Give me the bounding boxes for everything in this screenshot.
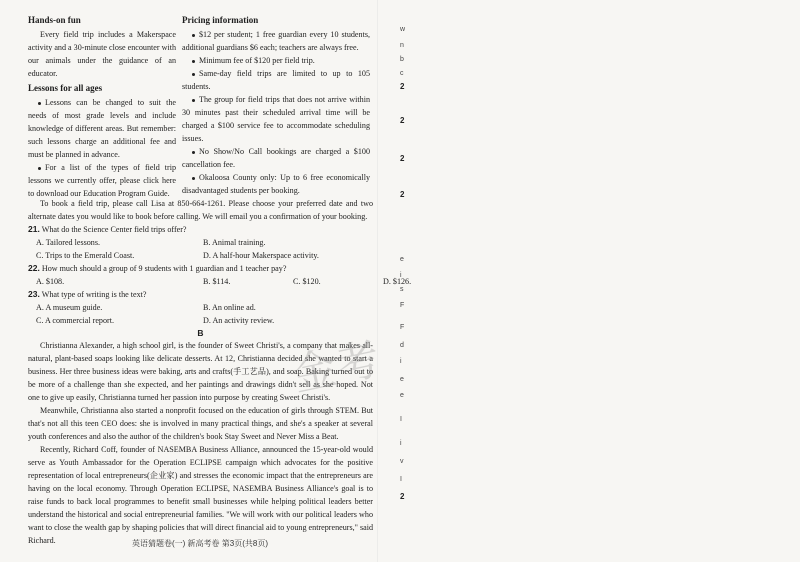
bullet-icon — [192, 151, 195, 154]
option: C. Trips to the Emerald Coast. — [36, 251, 135, 260]
pricing-heading: Pricing information — [182, 15, 259, 25]
option: D. A half-hour Makerspace activity. — [203, 251, 319, 260]
pricing-item-4: The group for field trips that does not arrive within 30 minutes past their scheduled arrival time will be charged a $100 service fee to accommodate scheduling issues. — [182, 95, 370, 143]
option: B. Animal training. — [203, 238, 266, 247]
hands-on-text: Every field trip includes a Makerspace activity and a 30-minute close encounter with our animals under the guidance of an educator. — [28, 30, 176, 78]
lessons-bullet-1: Lessons can be changed to suit the needs of most grade levels and include knowledge of different areas. But remember: such lessons charge an additional fee and must be planned in advance. — [28, 98, 176, 159]
booking-text: To book a field trip, please call Lisa at 850-664-1261. Please choose your preferred date and two alternate dates you would like to book before calling. We will email you a confirmation of your booking. — [28, 199, 373, 221]
option: D. $126. — [383, 277, 412, 286]
pricing-item-6: Okaloosa County only: Up to 6 free economically disadvantaged students per booking. — [182, 173, 370, 195]
bullet-icon — [38, 102, 41, 105]
question-23: 23. What type of writing is the text? — [28, 289, 147, 299]
option: A. Tailored lessons. — [36, 238, 101, 247]
section-b-heading: B — [197, 328, 204, 338]
option: B. An online ad. — [203, 303, 256, 312]
option: A. A museum guide. — [36, 303, 103, 312]
pricing-item-3: Same-day field trips are limited to up to 105 students. — [182, 69, 370, 91]
bullet-icon — [192, 177, 195, 180]
watermark-logo: 金考 — [287, 333, 385, 402]
question-22: 22. How much should a group of 9 students with 1 guardian and 1 teacher pay? — [28, 263, 287, 273]
passage-paragraph-2: Meanwhile, Christianna also started a nonprofit focused on the education of girls through STEM. But that's not all this teen CEO does: she is involved in many practical things, and she's a speaker at several youth conferences and also the author of the children's book Stay Sweet and Never Miss a Beat. — [28, 406, 373, 441]
passage-paragraph-1: Christianna Alexander, a high school girl, is the founder of Sweet Christi's, a company that makes all-natural, plant-based soaps looking like delicate desserts. At 12, Christianna decided she wanted to start a business. Her three business ideas were baking, arts and crafts(手工艺品), and soap. Baking turned out to be more of a challenge than she expected, and her paintings and drawings didn't sell as she hoped. Not one to give up easily, Christianna turned her passion into purpose by creating Sweet Christi's. — [28, 341, 373, 402]
option: A. $108. — [36, 277, 65, 286]
question-23-options — [28, 301, 373, 327]
bullet-icon — [38, 167, 41, 170]
pricing-item-2: Minimum fee of $120 per field trip. — [182, 54, 370, 67]
option: C. $120. — [293, 277, 321, 286]
right-column — [182, 14, 370, 197]
question-22-options — [28, 275, 412, 288]
lessons-bullet-2: For a list of the types of field trip lessons we currently offer, please click here to download our Education Program Guide. — [28, 163, 176, 198]
bullet-icon — [192, 99, 195, 102]
left-column — [28, 14, 176, 200]
page-footer: 英语猜题卷(一) 新高考卷 第3页(共8页) — [132, 539, 268, 548]
bullet-icon — [192, 60, 195, 63]
option: C. A commercial report. — [36, 316, 114, 325]
option: B. $114. — [203, 277, 231, 286]
question-21: 21. What do the Science Center field trips offer? — [28, 224, 187, 234]
option: D. An activity review. — [203, 316, 275, 325]
lessons-heading: Lessons for all ages — [28, 83, 103, 93]
question-21-options — [28, 236, 373, 262]
passage-paragraph-3: Recently, Richard Coff, founder of NASEMBA Business Alliance, announced the 15-year-old would serve as Youth Ambassador for the Operation ECLIPSE campaign which advocates for the positive representation of local entrepreneurs(企业家) and stresses the economic impact that the entrepreneurs are having on the local economy. Through Operation ECLIPSE, NASEMBA Business Alliance's goal is to raise funds to back local programmes to benefit small businesses while helping political leaders better understand the historical and social entrepreneurial families. "We will work with our political leaders who want to close the wealth gap by shaping policies that will direct financial aid to young entrepreneurs," said Richard. — [28, 445, 373, 545]
bullet-icon — [192, 73, 195, 76]
exam-page: Hands-on fun Every field trip includes a Makerspace activity and a 30-minute close encounter with our animals under the guidance of an educator. Lessons for all ages Lessons can be changed to suit the needs of most grade levels and include knowledge of different areas. But remember: such lessons charge an additional fee and must be planned in advance. For a list of the types of field trip lessons we currently offer, please click here to download our Education Program Guide. Pricing information $12 per student; 1 free guardian every 10 students, additional guardians $6 each; teachers are always free. Minimum fee of $120 per field trip. Same-day field trips are limited to up to 105 students. The group for field trips that does not arrive within 30 minutes past their scheduled arrival time will be charged a $100 service fee to accommodate scheduling issues. No Show/No Call bookings are charged a $100 cancellation fee. Okaloosa County only: Up to 6 free economically disadvantaged students per booking. To book a field trip, please call Lisa at 850-664-1261. Please choose your preferred date and two alternate dates you would like to book before calling. We will email you a confirmation of your booking. 21. What do the Science Center field trips offer? A. Tailored lessons. B. Animal training. C. Trips to the Emerald Coast. D. A half-hour Makerspace activity. 22. How much should a group of 9 students with 1 guardian and 1 teacher pay? A. $108. B. $114. C. $120. D. $126. 23. What type of writing is the text? A. A museum guide. B. An online ad. C. A commercial report. D. An activity review. B Christianna Alexander, a high school girl, is the founder of Sweet Christi's, a company that makes all-natural, plant-based soaps looking like delicate desserts. At 12, Christianna decided she wanted to start a business. Her three business ideas were baking, arts and crafts(手工艺品), and soap. Baking turned out to be more of a challenge than she expected, and her paintings and drawings didn't sell as she hoped. Not one to give up easily, Christianna turned her passion into purpose by creating Sweet Christi's. Meanwhile, Christianna also started a nonprofit focused on the education of girls through STEM. But that's not all this teen CEO does: she is involved in many practical things, and she's a speaker at several youth conferences and also the author of the children's book Stay Sweet and Never Miss a Beat. Recently, Richard Coff, founder of NASEMBA Business Alliance, announced the 15-year-old would serve as Youth Ambassador for the Operation ECLIPSE campaign which advocates for the positive representation of local entrepreneurs(企业家) and stresses the economic impact that the entrepreneurs are having on the local economy. Through Operation ECLIPSE, NASEMBA Business Alliance's goal is to raise funds to back local programmes to benefit small businesses while helping political leaders better understand the historical and social entrepreneurial families. "We will work with our political leaders who want to close the wealth gap by shaping policies that will direct financial aid to young entrepreneurs," said Richard. 金考 w n b c 2 2 2 2 e i s F F d i e e I i v I 2 英语猜题卷(一) 新高考卷 第3页(共8页) — [0, 0, 800, 562]
hands-on-heading: Hands-on fun — [28, 15, 81, 25]
pricing-item-5: No Show/No Call bookings are charged a $100 cancellation fee. — [182, 147, 370, 169]
pricing-item-1: $12 per student; 1 free guardian every 10 students, additional guardians $6 each; teachers are always free. — [182, 30, 370, 52]
bullet-icon — [192, 34, 195, 37]
